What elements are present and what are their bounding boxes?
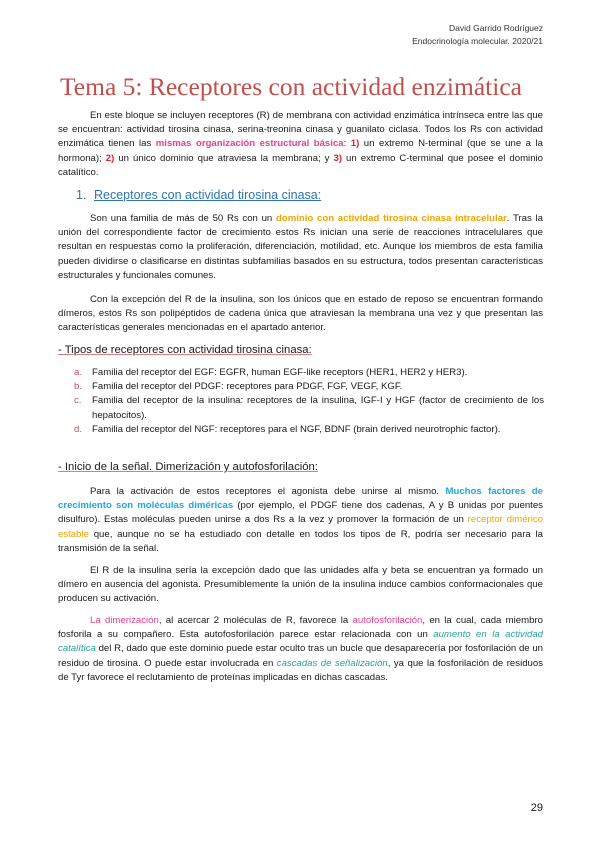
text-run: que, aunque no se ha estudiado con detalle en todos los tipos de R, podría ser necesario para la transmisión de la señal. <box>58 528 543 554</box>
intro-paragraph <box>58 109 543 180</box>
header-author: David Garrido Rodríguez <box>448 23 543 33</box>
list-marker: a. <box>74 367 83 378</box>
text-run: del R, dado que este dominio puede estar oculto tras un bucle que desaparecería por fosforilación de un residuo de tirosina. O puede estar involucrada en <box>58 643 543 669</box>
text-run: Son una familia de más de 50 Rs con un <box>90 213 276 224</box>
list-item <box>74 366 544 380</box>
paragraph-3 <box>58 485 543 556</box>
list-marker: b. <box>74 381 83 393</box>
paragraph-5 <box>58 614 543 685</box>
text-run: un extremo C-terminal que posee el dominio catalítico. <box>58 152 543 178</box>
section-number: 1. <box>76 188 87 202</box>
text-run: , ya que la fosforilación de residuos de Tyr favorece el reclutamiento de proteínas implicadas en dichas cascadas. <box>58 657 543 683</box>
receptor-types-list <box>74 366 544 437</box>
text-run: un extremo N-terminal (que se une a la hormona); <box>58 138 543 164</box>
text-run: . Tras la unión del correspondiente factor de crecimiento estos Rs inician una serie de reacciones intracelulares que resultan en respuestas como la proliferación, diferenciación, motilidad, etc. Aunque los miembros de esta familia pueden dividirse o clasificarse en distintas subfamilias basados en su estructura, todos presentan características estructurales y funcionales comunes. <box>58 213 543 281</box>
list-item <box>74 423 544 437</box>
text-run: (por ejemplo, el PDGF tiene dos cadenas, A y B unidas por puentes disulfuro). Estas moléculas pueden unirse a dos Rs a la vez y promover la formación de un <box>58 500 543 526</box>
page-number: 29 <box>530 802 543 814</box>
page-header <box>412 22 543 48</box>
highlight-structure: mismas organización estructural básica <box>155 138 344 150</box>
highlight-autophosphorylation: autofosforilación <box>352 615 423 626</box>
highlight-catalytic-activity: aumento en la actividad catalítica <box>58 629 543 655</box>
text-run: , al acercar 2 moléculas de R, favorece la <box>158 615 353 626</box>
text-run: Para la activación de estos receptores el agonista debe unirse al mismo. <box>90 486 446 497</box>
subheading-dimerization: - Inicio de la señal. Dimerización y autofosforilación: <box>58 461 318 473</box>
header-course: Endocrinología molecular. 2020/21 <box>412 36 543 46</box>
number-2: 2) <box>105 152 115 164</box>
highlight-signaling-cascades: cascadas de señalización <box>276 657 388 669</box>
highlight-dimerization: La dimerización <box>90 615 159 626</box>
paragraph-4: El R de la insulina sería la excepción dado que las unidades alfa y beta se encuentran ya formado un dímero en ausencia del agonista. Presumiblemente la unión de la insulina induce cambios conformacionales que producen su activación. <box>58 565 543 605</box>
subheading-types: - Tipos de receptores con actividad tirosina cinasa: <box>58 344 312 356</box>
highlight-domain: dominio con actividad tirosina cinasa intracelular <box>275 213 507 224</box>
list-item <box>74 394 544 422</box>
section-heading-1 <box>76 188 321 202</box>
highlight-dimeric-receptor: receptor dimérico estable <box>58 514 543 540</box>
page-title: Tema 5: Receptores con actividad enzimática <box>60 72 522 101</box>
number-1: 1) <box>350 138 360 150</box>
list-item-text: Familia del receptor del NGF: receptores para el NGF, BDNF (brain derived neurotrophic factor). <box>92 423 501 435</box>
paragraph-1 <box>58 212 543 283</box>
list-item <box>74 380 544 394</box>
highlight-dimeric-molecules: Muchos factores de crecimiento son moléculas diméricas <box>58 486 543 512</box>
text-run: un único dominio que atraviesa la membrana; y <box>114 152 334 164</box>
text-run: , en la cual, cada miembro fosforila a su compañero. Esta autofosforilación parece estar relacionada con un <box>58 615 543 641</box>
section-title: Receptores con actividad tirosina cinasa: <box>94 188 322 202</box>
list-item-text: Familia del receptor de la insulina: receptores de la insulina, IGF-I y HGF (factor de crecimiento de los hepatocitos). <box>92 395 544 421</box>
text-run: En este bloque se incluyen receptores (R) de membrana con actividad enzimática intrínseca entre las que se encuentran: actividad tirosina cinasa, serina-treonina cinasa y guanilato ciclasa. Todos los Rs con actividad enzimática tienen las <box>58 110 543 150</box>
list-marker: d. <box>74 423 83 435</box>
list-item-text: Familia del receptor del PDGF: receptores para PDGF, FGF, VEGF, KGF. <box>92 381 403 393</box>
text-run: : <box>343 138 351 150</box>
list-marker: c. <box>74 395 82 407</box>
paragraph-2: Con la excepción del R de la insulina, son los únicos que en estado de reposo se encuentran formando dímeros, estos Rs son polipéptidos de cadena única que atraviesan la membrana una vez y que presentan las características generales mencionadas en el apartado anterior. <box>58 294 543 334</box>
number-3: 3) <box>333 152 343 164</box>
list-item-text: Familia del receptor del EGF: EGFR, human EGF-like receptors (HER1, HER2 y HER3). <box>92 367 468 378</box>
